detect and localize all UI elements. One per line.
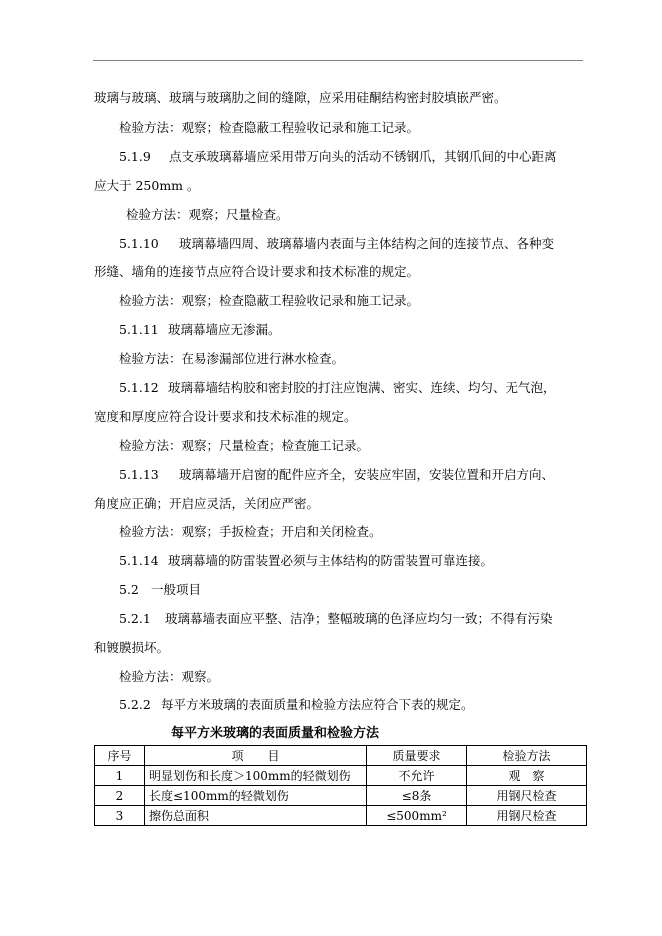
line-text: 检验方法：观察；检查隐蔽工程验收记录和施工记录。: [119, 293, 420, 308]
table-cell: 擦伤总面积: [145, 806, 367, 826]
line-text: 和镀膜损坏。: [94, 640, 170, 655]
body-line: [94, 264, 419, 280]
body-line: [94, 178, 200, 194]
clause-number: 5.1.13: [119, 467, 159, 482]
line-text: 点支承玻璃幕墙应采用带万向头的活动不锈钢爪，其钢爪间的中心距离: [169, 149, 557, 164]
clause-line: [119, 553, 493, 569]
header-cell: 质量要求: [367, 746, 467, 766]
clause-line: [119, 236, 554, 252]
clause-line: [119, 697, 474, 713]
table-cell: ≤500mm²: [367, 806, 467, 826]
clause-line: [119, 380, 556, 396]
clause-number: 5.2.1: [119, 611, 151, 626]
clause-number: 5.1.9: [119, 149, 151, 164]
line-text: 角度应正确；开启应灵活，关闭应严密。: [94, 496, 320, 511]
body-line: [94, 90, 507, 106]
body-line: [119, 120, 419, 136]
clause-number: 5.1.14: [119, 553, 159, 568]
table-cell: 不允许: [367, 766, 467, 786]
body-line: [119, 524, 382, 540]
surface-quality-table: [94, 745, 587, 826]
header-cell: 序号: [95, 746, 145, 766]
line-text: 玻璃幕墙开启窗的配件应齐全，安装应牢固，安装位置和开启方向、: [179, 467, 555, 482]
clause-number: 5.2.2: [119, 697, 151, 712]
line-text: 每平方米玻璃的表面质量和检验方法应符合下表的规定。: [161, 697, 474, 712]
line-text: 玻璃幕墙四周、玻璃幕墙内表面与主体结构之间的连接节点、各种变: [179, 236, 555, 251]
body-line: [94, 640, 169, 656]
body-line: [119, 293, 419, 309]
clause-number: 5.1.11: [119, 322, 159, 337]
section-heading: [119, 582, 201, 598]
table-cell: 长度≤100mm的轻微划伤: [145, 786, 367, 806]
line-text: 玻璃与玻璃、玻璃与玻璃肋之间的缝隙，应采用硅酮结构密封胶填嵌严密。: [94, 90, 507, 105]
header-rule: [93, 60, 583, 61]
line-text: 检验方法：观察；手扳检查；开启和关闭检查。: [119, 524, 382, 539]
line-text: 检验方法：观察；尺量检查。: [126, 207, 289, 222]
header-cell: 项 目: [145, 746, 367, 766]
table-cell: 3: [95, 806, 145, 826]
table-cell: 2: [95, 786, 145, 806]
line-text: 玻璃幕墙应无渗漏。: [168, 322, 281, 337]
table-row: [95, 786, 587, 806]
body-line: [94, 496, 319, 512]
table-row: [95, 766, 587, 786]
line-text: 检验方法：观察；检查隐蔽工程验收记录和施工记录。: [119, 120, 420, 135]
table-cell: ≤8条: [367, 786, 467, 806]
table-cell: 明显划伤和长度＞100mm的轻微划伤: [145, 766, 367, 786]
clause-line: [119, 149, 557, 165]
body-line: [119, 438, 369, 454]
line-text: 检验方法：观察；尺量检查；检查施工记录。: [119, 438, 370, 453]
clause-line: [119, 467, 554, 483]
header-cell: 检验方法: [467, 746, 587, 766]
line-text: 检验方法：在易渗漏部位进行淋水检查。: [119, 351, 345, 366]
line-text: 形缝、墙角的连接节点应符合设计要求和技术标准的规定。: [94, 264, 420, 279]
table-cell: 用钢尺检查: [467, 806, 587, 826]
table-cell: 用钢尺检查: [467, 786, 587, 806]
clause-line: [119, 611, 553, 627]
body-line: [94, 409, 357, 425]
line-text: 玻璃幕墙表面应平整、洁净；整幅玻璃的色泽应均匀一致；不得有污染: [165, 611, 553, 626]
body-line: [119, 351, 344, 367]
table-row: [95, 806, 587, 826]
clause-number: 5.2: [119, 582, 139, 597]
clause-line: [119, 322, 281, 338]
body-line: [119, 669, 219, 685]
line-text: 检验方法：观察。: [119, 669, 220, 684]
table-title: 每平方米玻璃的表面质量和检验方法: [171, 726, 380, 741]
line-text: 玻璃幕墙结构胶和密封胶的打注应饱满、密实、连续、均匀、无气泡，: [168, 380, 556, 395]
line-text: 玻璃幕墙的防雷装置必须与主体结构的防雷装置可靠连接。: [168, 553, 494, 568]
line-text: 宽度和厚度应符合设计要求和技术标准的规定。: [94, 409, 357, 424]
body-line: [126, 207, 289, 223]
line-text: 一般项目: [151, 582, 202, 597]
table-cell: 观 察: [467, 766, 587, 786]
table-cell: 1: [95, 766, 145, 786]
clause-number: 5.1.12: [119, 380, 159, 395]
table-header-row: [95, 746, 587, 766]
clause-number: 5.1.10: [119, 236, 159, 251]
line-text: 应大于 250mm 。: [94, 178, 200, 193]
